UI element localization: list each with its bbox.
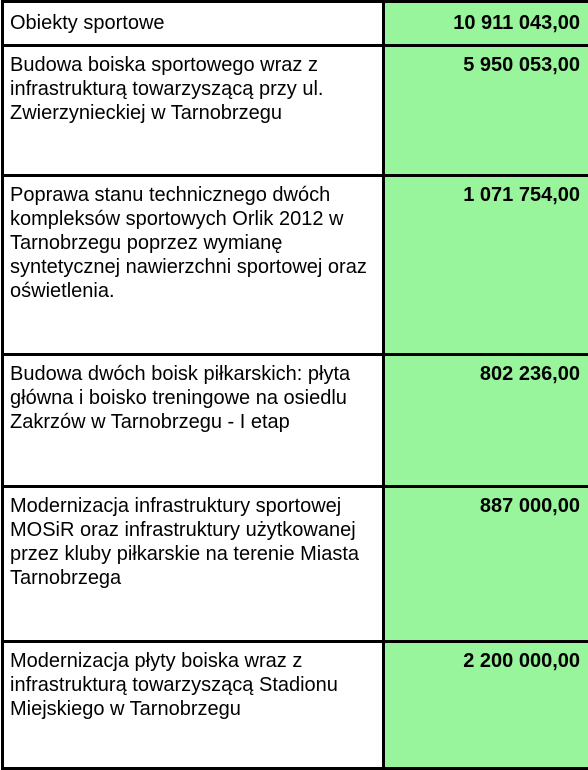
row-description: Budowa boiska sportowego wraz z infrastrukturą towarzyszącą przy ul. Zwierzynieckiej w Tarnobrzegu: [3, 46, 384, 176]
row-description: Modernizacja infrastruktury sportowej MOSiR oraz infrastruktury użytkowanej przez kluby piłkarskie na terenie Miasta Tarnobrzega: [3, 487, 384, 642]
row-amount: 2 200 000,00: [384, 642, 588, 769]
row-description: Poprawa stanu technicznego dwóch kompleksów sportowych Orlik 2012 w Tarnobrzegu poprzez wymianę syntetycznej nawierzchni sportowej oraz oświetlenia.: [3, 176, 384, 355]
table-row: [3, 355, 588, 487]
budget-table: [1, 0, 588, 770]
row-amount: 887 000,00: [384, 487, 588, 642]
row-description: Budowa dwóch boisk piłkarskich: płyta główna i boisko treningowe na osiedlu Zakrzów w Tarnobrzegu - I etap: [3, 355, 384, 487]
table-row: [3, 176, 588, 355]
row-amount: 1 071 754,00: [384, 176, 588, 355]
row-description: Obiekty sportowe: [3, 2, 384, 46]
row-amount: 5 950 053,00: [384, 46, 588, 176]
row-amount: 10 911 043,00: [384, 2, 588, 46]
row-amount: 802 236,00: [384, 355, 588, 487]
table-row: [3, 46, 588, 176]
table-row: [3, 642, 588, 769]
row-description: Modernizacja płyty boiska wraz z infrastrukturą towarzyszącą Stadionu Miejskiego w Tarnobrzegu: [3, 642, 384, 769]
table-row-category: [3, 2, 588, 46]
table-row: [3, 487, 588, 642]
